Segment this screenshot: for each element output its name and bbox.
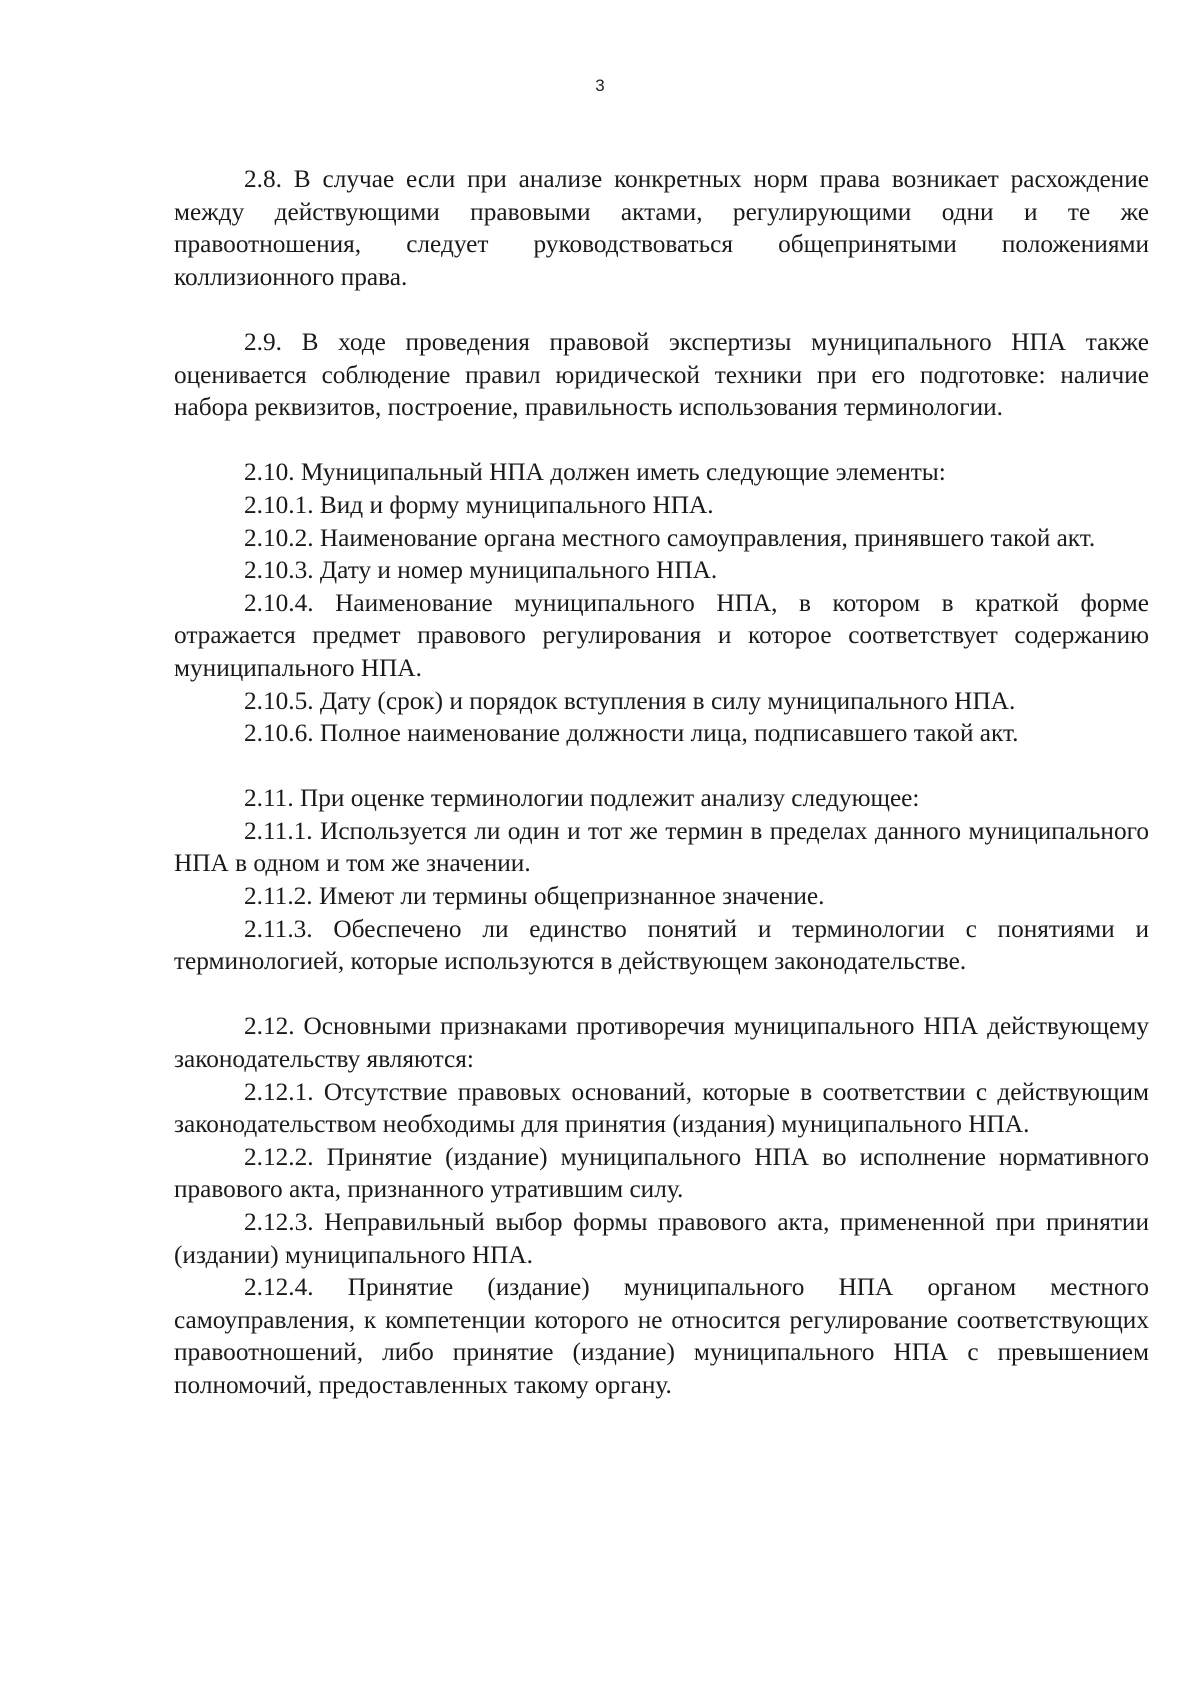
paragraph-2-9: 2.9. В ходе проведения правовой экспертизы муниципального НПА также оценивается соблюдение правил юридической техники при его подготовке: наличие набора реквизитов, построение, правильность использования терминологии.: [174, 327, 1149, 422]
page-number: 3: [595, 76, 605, 95]
paragraph-2-11: 2.11. При оценке терминологии подлежит анализу следующее:: [244, 784, 920, 813]
paragraph-2-10-1: 2.10.1. Вид и форму муниципального НПА.: [244, 490, 714, 519]
paragraph-2-12-2: 2.12.2. Принятие (издание) муниципального НПА во исполнение нормативного правового акта, признанного утратившим силу.: [174, 1142, 1149, 1204]
paragraph-2-10: 2.10. Муниципальный НПА должен иметь следующие элементы:: [244, 458, 946, 487]
paragraph-2-10-5: 2.10.5. Дату (срок) и порядок вступления в силу муниципального НПА.: [244, 686, 1016, 715]
paragraph-gap: [174, 424, 1149, 457]
paragraph-2-10-4: 2.10.4. Наименование муниципального НПА, в котором в краткой форме отражается предмет правового регулирования и которое соответствует содержанию муниципального НПА.: [174, 588, 1149, 682]
paragraph-2-10-6: 2.10.6. Полное наименование должности лица, подписавшего такой акт.: [244, 719, 1019, 748]
paragraph-2-11-3: 2.11.3. Обеспечено ли единство понятий и терминологии с понятиями и терминологией, которые используются в действующем законодательстве.: [174, 914, 1149, 976]
paragraph-2-12: 2.12. Основными признаками противоречия муниципального НПА действующему законодательству являются:: [174, 1012, 1149, 1074]
paragraph-2-11-2: 2.11.2. Имеют ли термины общепризнанное значение.: [244, 882, 825, 911]
paragraph-gap: [174, 750, 1149, 783]
paragraph-gap: [174, 978, 1149, 1011]
paragraph-2-12-3: 2.12.3. Неправильный выбор формы правового акта, примененной при принятии (издании) муниципального НПА.: [174, 1208, 1149, 1269]
paragraph-gap: [174, 293, 1149, 326]
document-body: [174, 163, 1149, 1402]
paragraph-2-10-3: 2.10.3. Дату и номер муниципального НПА.: [244, 556, 718, 585]
paragraph-2-12-1: 2.12.1. Отсутствие правовых оснований, которые в соответствии с действующим законодательством необходимы для принятия (издания) муниципального НПА.: [174, 1077, 1149, 1139]
paragraph-2-11-1: 2.11.1. Используется ли один и тот же термин в пределах данного муниципального НПА в одном и том же значении.: [174, 816, 1149, 878]
paragraph-2-8: 2.8. В случае если при анализе конкретных норм права возникает расхождение между действующими правовыми актами, регулирующими одни и те же правоотношения, следует руководствоваться общепринятыми положениями коллизионного права.: [174, 165, 1149, 291]
paragraph-2-10-2: 2.10.2. Наименование органа местного самоуправления, принявшего такой акт.: [244, 523, 1096, 552]
paragraph-2-12-4: 2.12.4. Принятие (издание) муниципального НПА органом местного самоуправления, к компетенции которого не относится регулирование соответствующих правоотношений, либо принятие (издание) муниципального НПА с превышением полномочий, предоставленных такому органу.: [174, 1273, 1149, 1399]
